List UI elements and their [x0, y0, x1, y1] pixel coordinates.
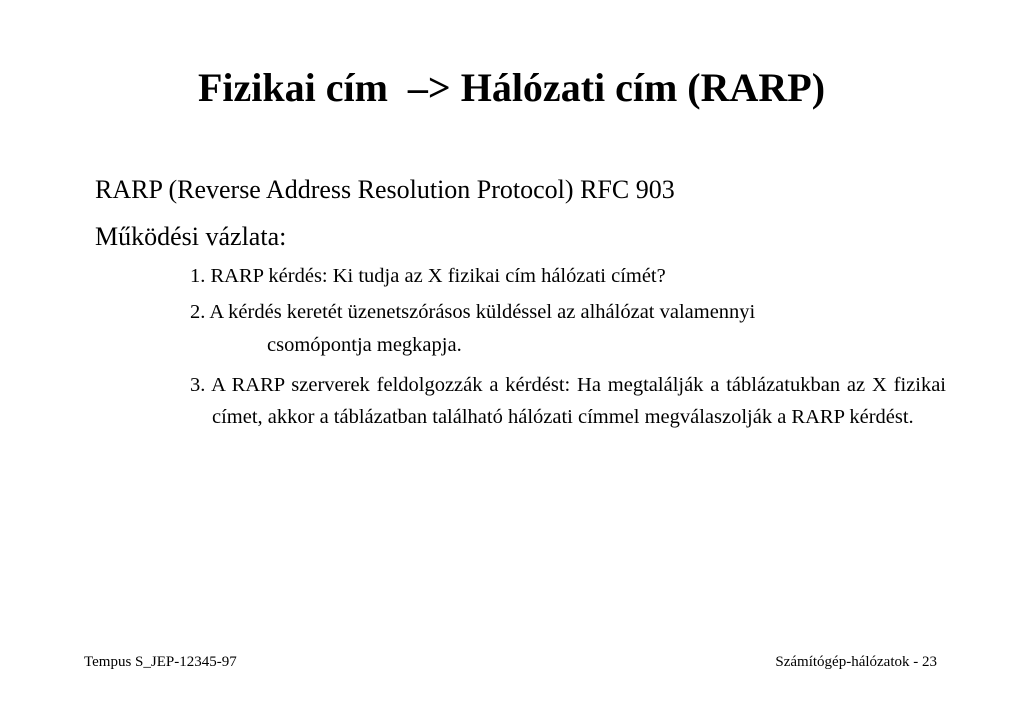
list-item-1: 1. RARP kérdés: Ki tudja az X fizikai cím hálózati címét?: [190, 265, 666, 287]
rarp-definition-line: RARP (Reverse Address Resolution Protocol) RFC 903: [95, 175, 675, 204]
list-item-3: 3. A RARP szerverek feldolgozzák a kérdést: Ha megtalálják a táblázatukban az X fizikai címet, akkor a táblázatban található hálózati címmel megválaszolják a RARP kérdést.: [190, 374, 946, 428]
slide-title: Fizikai cím –> Hálózati cím (RARP): [197, 65, 826, 110]
footer-right: Számítógép-hálózatok - 23: [775, 654, 937, 670]
operation-outline-heading: Működési vázlata:: [95, 222, 287, 251]
footer-left: Tempus S_JEP-12345-97: [84, 654, 237, 670]
list-item-2-continuation: csomópontja megkapja.: [267, 334, 462, 356]
list-item-2-text: 2. A kérdés keretét üzenetszórásos küldéssel az alhálózat valamennyi: [190, 301, 756, 323]
list-item-2: [190, 296, 755, 361]
